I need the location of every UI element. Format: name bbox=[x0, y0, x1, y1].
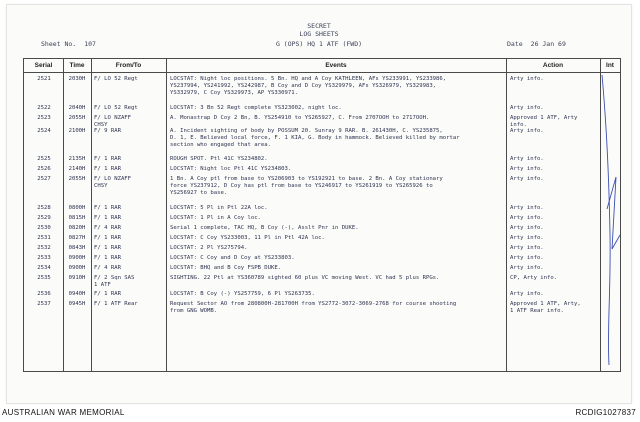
action-cell: Arty info. bbox=[510, 76, 544, 82]
event-cell: LOCSTAT: B Coy (-) YS257759, 6 Pl YS263735. bbox=[170, 291, 315, 297]
action-cell: Arty info. bbox=[510, 265, 544, 271]
event-cell: LOCSTAT: Night loc Ptl 41C YS234803. bbox=[170, 166, 292, 172]
from-to-cell: F/ LO NZAFF CHSY bbox=[94, 115, 132, 129]
column-header-action: Action bbox=[542, 62, 564, 69]
column-header-from-to: From/To bbox=[115, 62, 142, 69]
from-to-cell: F/ 4 RAR bbox=[94, 265, 121, 271]
event-cell: LOCSTAT: C Coy YS233003, 11 Pl in Ptl 42A loc. bbox=[170, 235, 325, 241]
serial-cell: 2527 bbox=[37, 176, 51, 182]
from-to-cell: F/ 1 RAR bbox=[94, 245, 121, 251]
from-to-cell: F/ 1 RAR bbox=[94, 215, 121, 221]
date-field bbox=[507, 40, 566, 48]
archive-reference: RCDIG1027837 bbox=[575, 408, 636, 417]
from-to-cell: F/ 1 RAR bbox=[94, 156, 121, 162]
from-to-cell: F/ LO 52 Regt bbox=[94, 76, 138, 82]
action-cell: CP, Arty info. bbox=[510, 275, 558, 281]
action-cell: Arty info. bbox=[510, 215, 544, 221]
action-cell: Arty info. bbox=[510, 156, 544, 162]
time-cell: 2140H bbox=[68, 166, 86, 172]
from-to-cell: F/ 1 RAR bbox=[94, 255, 121, 261]
serial-cell: 2535 bbox=[37, 275, 51, 281]
time-cell: 2040H bbox=[68, 105, 86, 111]
from-to-cell: F/ 1 RAR bbox=[94, 205, 121, 211]
time-cell: 0900H bbox=[68, 255, 86, 261]
event-cell: A. Incident sighting of body by POSSUM 20. Sunray 9 RAR. B. 261430H, C. YS235875, D. 1, E. Believed local force, F. 1 KIA, G. Body in hammock. Believed killed by mortar section who engaged that area. bbox=[170, 128, 460, 149]
serial-cell: 2526 bbox=[37, 166, 51, 172]
serial-cell: 2537 bbox=[37, 301, 51, 307]
action-cell: Arty info. bbox=[510, 255, 544, 261]
time-cell: 0800H bbox=[68, 205, 86, 211]
action-cell: Arty info. bbox=[510, 225, 544, 231]
from-to-cell: F/ 1 RAR bbox=[94, 166, 121, 172]
time-cell: 0815H bbox=[68, 215, 86, 221]
event-cell: 1 Bn. A Coy ptl from base to YS206903 to YS192921 to base. 2 Bn. A Coy stationary force YS237912, D Coy has ptl from base to YS246917 to YS261919 to YS265926 to YS256927 to base. bbox=[170, 176, 443, 197]
serial-cell: 2524 bbox=[37, 128, 51, 134]
time-cell: 2100H bbox=[68, 128, 86, 134]
handwritten-ink-marks bbox=[24, 59, 622, 373]
sheet-number-value: 107 bbox=[84, 40, 96, 48]
event-cell: ROUGH SPOT. Ptl 41C YS234802. bbox=[170, 156, 268, 162]
from-to-cell: F/ 1 ATF Rear bbox=[94, 301, 138, 307]
action-cell: Arty info. bbox=[510, 205, 544, 211]
action-cell: Arty info. bbox=[510, 291, 544, 297]
serial-cell: 2531 bbox=[37, 235, 51, 241]
event-cell: A. Monastrap D Coy 2 Bn, B. YS254910 to YS265927, C. From 2707OOH to 2717OOH. bbox=[170, 115, 430, 121]
event-cell: LOCSTAT: Night loc positions. 5 Bn. HQ and A Coy KATHLEEN, AFs YS233991, YS233986, YS237994, YS241992, YS242987, B Coy and D Coy YS329979, AFs YS326979, YS329983, YS332979, C Coy YS329973, AP YS330971. bbox=[170, 76, 447, 97]
action-cell: Arty info. bbox=[510, 245, 544, 251]
time-cell: 2055H bbox=[68, 115, 86, 121]
from-to-cell: F/ 1 RAR bbox=[94, 291, 121, 297]
serial-cell: 2534 bbox=[37, 265, 51, 271]
serial-cell: 2521 bbox=[37, 76, 51, 82]
serial-cell: 2532 bbox=[37, 245, 51, 251]
serial-cell: 2525 bbox=[37, 156, 51, 162]
event-cell: LOCSTAT: 1 Pl in A Coy loc. bbox=[170, 215, 261, 221]
serial-cell: 2523 bbox=[37, 115, 51, 121]
serial-cell: 2528 bbox=[37, 205, 51, 211]
from-to-cell: F/ 9 RAR bbox=[94, 128, 121, 134]
event-cell: SIGHTING. 22 Ptl at YS360789 sighted 60 plus VC moving West. VC had 5 plus RPGs. bbox=[170, 275, 440, 281]
action-cell: Arty info. bbox=[510, 128, 544, 134]
sheet-number-field bbox=[41, 40, 96, 48]
from-to-cell: F/ 4 RAR bbox=[94, 225, 121, 231]
log-table bbox=[23, 58, 621, 372]
ink-vertical-stroke bbox=[602, 75, 610, 365]
from-to-cell: F/ 1 RAR bbox=[94, 235, 121, 241]
log-sheets-title: LOG SHEETS bbox=[299, 30, 339, 38]
classification-mark: SECRET bbox=[307, 22, 331, 30]
date-label: Date bbox=[507, 40, 523, 48]
time-cell: 0910H bbox=[68, 275, 86, 281]
time-cell: 0900H bbox=[68, 265, 86, 271]
action-cell: Approved 1 ATF, Arty info. bbox=[510, 115, 578, 129]
time-cell: 0843H bbox=[68, 245, 86, 251]
time-cell: 2055H bbox=[68, 176, 86, 182]
archive-credit: AUSTRALIAN WAR MEMORIAL bbox=[2, 408, 125, 417]
serial-cell: 2533 bbox=[37, 255, 51, 261]
event-cell: LOCSTAT: BHQ and B Coy FSPB DUKE. bbox=[170, 265, 282, 271]
from-to-cell: F/ 2 Sqn SAS 1 ATF bbox=[94, 275, 135, 289]
action-cell: Arty info. bbox=[510, 166, 544, 172]
column-header-serial: Serial bbox=[34, 62, 53, 69]
event-cell: Serial 1 complete, TAC HQ, B Coy (-), Asslt Pnr in DUKE. bbox=[170, 225, 359, 231]
time-cell: 0940H bbox=[68, 291, 86, 297]
from-to-cell: F/ LO 52 Regt bbox=[94, 105, 138, 111]
event-cell: Request Sector AO from 280800H-281700H from YS2772-3072-3069-2768 for course shooting from GNG WOMB. bbox=[170, 301, 457, 315]
serial-cell: 2522 bbox=[37, 105, 51, 111]
time-cell: 2135H bbox=[68, 156, 86, 162]
time-cell: 0820H bbox=[68, 225, 86, 231]
serial-cell: 2530 bbox=[37, 225, 51, 231]
action-cell: Arty info. bbox=[510, 105, 544, 111]
sheet-number-label: Sheet No. bbox=[41, 40, 77, 48]
column-header-events: Events bbox=[325, 62, 347, 69]
serial-cell: 2536 bbox=[37, 291, 51, 297]
event-cell: LOCSTAT: C Coy and D Coy at YS233803. bbox=[170, 255, 295, 261]
event-cell: LOCSTAT: 2 Pl YS275794. bbox=[170, 245, 248, 251]
unit-designation: G (OPS) HQ 1 ATF (FWD) bbox=[275, 40, 363, 48]
action-cell: Approved 1 ATF, Arty, 1 ATF Rear info. bbox=[510, 301, 581, 315]
from-to-cell: F/ LO NZAFF CHSY bbox=[94, 176, 132, 190]
column-header-int: Int bbox=[606, 62, 614, 69]
log-sheet-page bbox=[6, 4, 632, 404]
event-cell: LOCSTAT: 3 Bn 52 Regt complete YS323002, night loc. bbox=[170, 105, 342, 111]
time-cell: 0945H bbox=[68, 301, 86, 307]
time-cell: 0827H bbox=[68, 235, 86, 241]
action-cell: Arty info. bbox=[510, 235, 544, 241]
event-cell: LOCSTAT: 5 Pl in Ptl 22A loc. bbox=[170, 205, 268, 211]
date-value: 26 Jan 69 bbox=[530, 40, 566, 48]
column-header-time: Time bbox=[69, 62, 85, 69]
time-cell: 2030H bbox=[68, 76, 86, 82]
action-cell: Arty info. bbox=[510, 176, 544, 182]
serial-cell: 2529 bbox=[37, 215, 51, 221]
